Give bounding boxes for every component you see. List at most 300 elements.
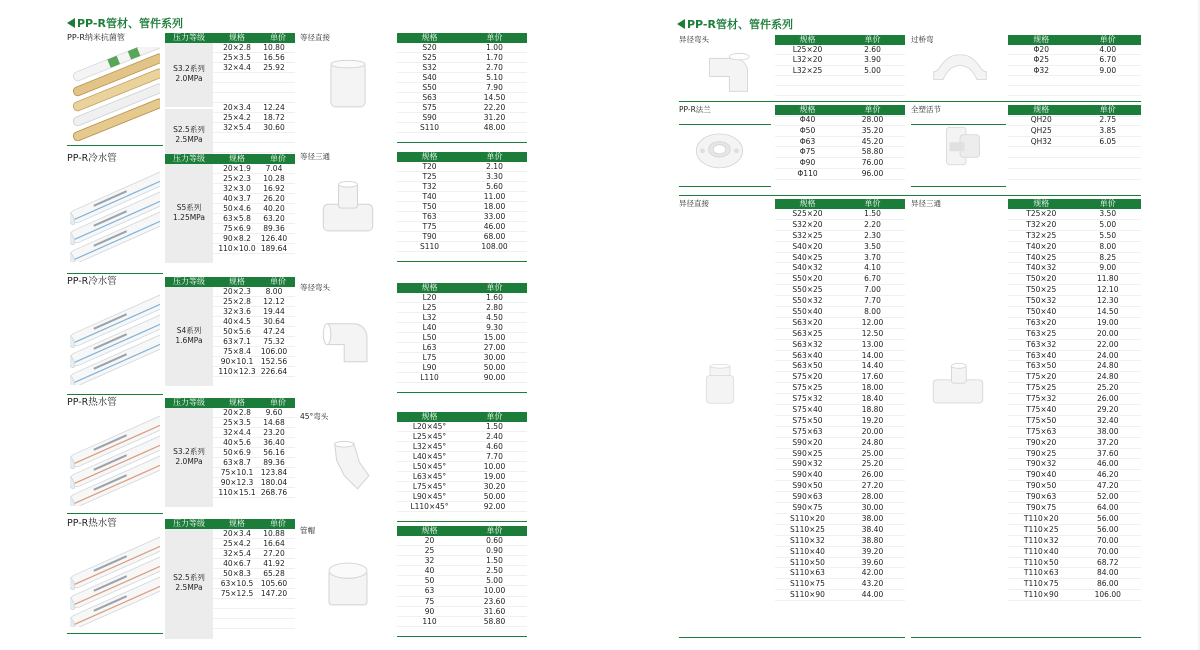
- price-cell: 147.20: [260, 589, 288, 598]
- table-row: [397, 353, 527, 363]
- spec-cell: T63×25: [1026, 328, 1057, 338]
- table-row: [1008, 405, 1141, 416]
- table-row: [213, 549, 295, 559]
- table-row: [1008, 590, 1141, 601]
- fitting-illustration: [310, 174, 386, 248]
- price-cell: 3.85: [1099, 125, 1117, 135]
- table-header: [165, 277, 295, 287]
- spec-cell: T75×25: [1026, 383, 1057, 393]
- table-row: [775, 427, 905, 438]
- price-cell: 26.00: [861, 470, 884, 480]
- table-row: [1008, 209, 1141, 220]
- spec-cell: 32×4.4: [223, 428, 251, 437]
- header-price: 单价: [864, 35, 881, 44]
- spec-cell: 20×3.4: [223, 529, 251, 538]
- spec-cell: S63×32: [792, 339, 823, 349]
- price-cell: 24.80: [1097, 361, 1119, 371]
- price-cell: 8.00: [265, 287, 283, 296]
- spec-cell: S32×20: [792, 219, 823, 229]
- fitting-illustration: [930, 118, 990, 178]
- price-cell: 32.40: [1097, 415, 1119, 425]
- table-row: [1008, 158, 1141, 169]
- spec-cell: 110×10.0: [218, 244, 256, 253]
- table-row: [213, 569, 295, 579]
- spec-cell: 32×5.4: [223, 549, 251, 558]
- tee-fitting-image: [310, 174, 386, 244]
- spec-cell: S40×20: [792, 241, 823, 251]
- coupling-fitting-image: [310, 50, 386, 120]
- price-cell: 31.60: [483, 606, 506, 616]
- spec-cell: 25×3.5: [223, 53, 251, 62]
- table-row: [1008, 470, 1141, 481]
- price-cell: 26.20: [263, 194, 285, 203]
- series-label: S4系列: [176, 325, 202, 335]
- spec-cell: L75×45°: [412, 482, 447, 491]
- table-row: [397, 63, 527, 73]
- price-cell: 39.20: [861, 546, 884, 556]
- price-cell: 6.70: [864, 274, 881, 284]
- table-row: [397, 43, 527, 53]
- price-cell: 152.56: [260, 357, 288, 366]
- spec-cell: 40×6.7: [223, 559, 251, 568]
- price-cell: 4.50: [486, 313, 503, 322]
- spec-cell: S75: [422, 103, 437, 112]
- block-divider: [397, 521, 527, 522]
- pressure-label: 2.0MPa: [175, 74, 203, 83]
- spec-cell: 110: [422, 616, 437, 626]
- spec-cell: 50×4.6: [223, 204, 251, 213]
- table-row: [775, 372, 905, 383]
- header-pressure: 压力等级: [173, 398, 205, 407]
- table-row: [397, 422, 527, 432]
- spec-cell: T63×50: [1026, 361, 1057, 371]
- spec-cell: S50×32: [792, 296, 823, 306]
- price-cell: 9.30: [486, 323, 503, 332]
- fitting-illustration: [695, 350, 745, 424]
- spec-cell: T90×63: [1026, 492, 1057, 502]
- pipe-name: PP-R热水管: [67, 397, 117, 408]
- pipe-product: [67, 277, 163, 394]
- spec-cell: L20: [422, 293, 437, 302]
- pipe-illustration: [70, 291, 160, 385]
- price-cell: 38.00: [861, 513, 884, 523]
- price-cell: 46.20: [1097, 470, 1119, 480]
- price-cell: 30.20: [483, 482, 506, 491]
- table-row: [1008, 55, 1141, 65]
- price-cell: 27.20: [861, 481, 884, 491]
- table-row: [397, 492, 527, 502]
- header-price: 单价: [486, 152, 503, 161]
- table-row: [775, 126, 905, 137]
- spec-cell: S90×32: [792, 459, 823, 469]
- spec-cell: L32×20: [792, 55, 823, 65]
- spec-cell: 25×2.8: [223, 297, 251, 306]
- table-header: [165, 33, 295, 43]
- table-rows: [397, 43, 527, 133]
- table-row: [213, 224, 295, 234]
- price-cell: 30.60: [263, 123, 285, 132]
- table-row: [775, 459, 905, 470]
- price-cell: 106.00: [1094, 590, 1121, 600]
- header-price: 单价: [486, 283, 503, 292]
- pipe-divider: [67, 633, 163, 634]
- price-cell: 31.20: [483, 113, 506, 122]
- spec-cell: T90×25: [1026, 448, 1057, 458]
- price-cell: 15.00: [483, 333, 506, 342]
- table-rows: [775, 209, 905, 601]
- fitting-illustration: [698, 40, 764, 102]
- price-cell: 3.50: [1099, 209, 1117, 218]
- table-rows: [213, 43, 295, 153]
- spec-cell: S90: [422, 113, 437, 122]
- table-header: [397, 152, 527, 162]
- price-cell: 16.92: [263, 184, 285, 193]
- price-cell: 105.60: [260, 579, 288, 588]
- table-row: [775, 590, 905, 601]
- table-row: [213, 53, 295, 63]
- table-rows: [1008, 115, 1141, 180]
- header-price: 单价: [1099, 199, 1116, 208]
- spec-cell: 20×2.8: [223, 408, 251, 417]
- price-cell: 5.60: [486, 182, 503, 191]
- header-spec: 规格: [1033, 105, 1050, 114]
- pressure-group: [165, 287, 213, 386]
- table-row: [397, 333, 527, 343]
- table-row: [397, 313, 527, 323]
- spec-cell: 63×8.7: [223, 458, 251, 467]
- price-cell: 38.40: [861, 524, 884, 534]
- table-row: [1008, 351, 1141, 362]
- table-row: [213, 539, 295, 549]
- spec-cell: T50×40: [1026, 307, 1057, 317]
- spec-cell: S75×40: [792, 405, 823, 415]
- price-cell: 7.90: [486, 83, 503, 92]
- table-header: [775, 35, 905, 45]
- table-row: [397, 363, 527, 373]
- price-cell: 226.64: [260, 367, 288, 376]
- table-row: [213, 468, 295, 478]
- spec-cell: T63×40: [1026, 350, 1057, 360]
- spec-cell: 20×1.9: [223, 164, 251, 173]
- reducer-fitting-image: [695, 350, 745, 420]
- spec-cell: S40×25: [792, 252, 823, 262]
- table-rows: [397, 422, 527, 512]
- table-row: [213, 579, 295, 589]
- series-label: S2.5系列: [173, 573, 205, 582]
- price-cell: 1.50: [864, 209, 881, 218]
- table-row: [775, 158, 905, 169]
- table-row: [1008, 66, 1141, 76]
- spec-cell: QH25: [1030, 125, 1052, 135]
- spec-cell: S90×63: [792, 492, 823, 502]
- spec-cell: T25: [422, 172, 437, 181]
- pipe-image: [70, 47, 160, 141]
- spec-cell: S110×40: [790, 546, 825, 556]
- spec-cell: L50: [422, 333, 437, 342]
- price-cell: 14.00: [861, 350, 884, 360]
- table-row: [775, 242, 905, 253]
- table-row: [1008, 547, 1141, 558]
- price-cell: 4.00: [1099, 45, 1117, 54]
- table-rows: [213, 164, 295, 254]
- table-row: [1008, 340, 1141, 351]
- fitting-illustration: [310, 50, 386, 124]
- price-cell: 8.25: [1099, 252, 1117, 262]
- pipe-divider: [67, 273, 163, 274]
- spec-cell: S110×32: [790, 535, 825, 545]
- table-row: [213, 448, 295, 458]
- price-cell: 106.00: [260, 347, 288, 356]
- spec-cell: T110×25: [1023, 524, 1059, 534]
- price-cell: 9.00: [1099, 65, 1117, 75]
- spec-cell: S110: [419, 123, 440, 132]
- fitting-name: 全塑活节: [911, 105, 941, 114]
- price-cell: 68.72: [1097, 557, 1119, 567]
- table-row: [1008, 449, 1141, 460]
- spec-cell: 75×10.1: [220, 468, 254, 477]
- table-row: [213, 204, 295, 214]
- table-row: [213, 73, 295, 83]
- price-cell: 18.00: [483, 202, 506, 211]
- price-cell: 22.20: [483, 103, 506, 112]
- table-rows: [213, 408, 295, 498]
- pressure-label: 1.6MPa: [175, 335, 203, 345]
- fitting-name: 过桥弯: [911, 35, 934, 44]
- spec-cell: T32×20: [1026, 219, 1057, 229]
- price-cell: 0.90: [486, 546, 503, 556]
- table-row: [1008, 263, 1141, 274]
- spec-cell: L20×45°: [412, 422, 447, 431]
- price-cell: 2.80: [486, 303, 503, 312]
- table-row: [397, 373, 527, 383]
- table-row: [397, 442, 527, 452]
- spec-cell: L25×45°: [412, 432, 447, 441]
- fitting-name: 45°弯头: [300, 412, 329, 421]
- price-cell: 56.00: [1097, 513, 1119, 523]
- spec-cell: 25×3.5: [223, 418, 251, 427]
- table-row: [213, 347, 295, 357]
- table-row: [397, 502, 527, 512]
- spec-cell: S20: [422, 43, 437, 52]
- spec-cell: 75×12.5: [220, 589, 254, 598]
- price-cell: 18.80: [861, 405, 884, 415]
- spec-cell: 40×5.6: [223, 438, 251, 447]
- price-cell: 70.00: [1097, 535, 1119, 545]
- table-row: [397, 482, 527, 492]
- group-label: [165, 447, 213, 467]
- table-row: [213, 43, 295, 53]
- spec-cell: S110: [419, 242, 440, 251]
- header-spec: 规格: [421, 526, 438, 535]
- table-row: [775, 340, 905, 351]
- table-row: [1008, 126, 1141, 137]
- spec-cell: 90×12.3: [220, 478, 254, 487]
- spec-cell: L75: [422, 353, 437, 362]
- price-cell: 3.70: [864, 252, 881, 262]
- table-row: [1008, 361, 1141, 372]
- fitting-name: 等径弯头: [300, 283, 330, 292]
- table-row: [775, 449, 905, 460]
- table-row: [775, 147, 905, 158]
- price-cell: 2.70: [486, 63, 503, 72]
- spec-cell: T75×40: [1026, 405, 1057, 415]
- header-price: 单价: [1099, 35, 1116, 44]
- header-price: 单价: [270, 33, 286, 42]
- block-divider: [397, 261, 527, 262]
- spec-cell: 20×2.8: [223, 43, 251, 52]
- price-cell: 23.20: [263, 428, 285, 437]
- table-row: [213, 164, 295, 174]
- table-row: [213, 317, 295, 327]
- spec-cell: T40×20: [1026, 241, 1057, 251]
- spec-cell: 40×4.5: [223, 317, 251, 326]
- table-row: [397, 113, 527, 123]
- spec-cell: 40: [424, 566, 435, 576]
- spec-cell: 32×5.4: [223, 123, 251, 132]
- price-cell: 22.00: [1097, 339, 1119, 349]
- table-row: [775, 76, 905, 86]
- table-rows: [213, 287, 295, 377]
- table-row: [775, 547, 905, 558]
- table-row: [397, 303, 527, 313]
- price-cell: 89.36: [263, 458, 285, 467]
- price-cell: 30.00: [861, 503, 884, 513]
- spec-cell: 32×3.0: [223, 184, 251, 193]
- price-cell: 37.60: [1097, 448, 1119, 458]
- spec-cell: S63×25: [792, 328, 823, 338]
- pipe-name: PP-R热水管: [67, 518, 117, 529]
- price-cell: 19.00: [1097, 317, 1119, 327]
- spec-cell: S110×75: [790, 579, 825, 589]
- header-spec: 规格: [229, 519, 245, 528]
- spec-cell: L40: [422, 323, 437, 332]
- spec-cell: T32: [422, 182, 437, 191]
- price-cell: 12.12: [263, 297, 285, 306]
- spec-cell: T90×32: [1026, 459, 1057, 469]
- price-cell: 43.20: [861, 579, 884, 589]
- table-row: [775, 514, 905, 525]
- fitting-name: 管帽: [300, 526, 315, 535]
- price-cell: 189.64: [260, 244, 288, 253]
- table-row: [1008, 372, 1141, 383]
- spec-cell: 25×4.2: [223, 113, 251, 122]
- price-cell: 7.70: [864, 296, 881, 306]
- table-row: [1008, 45, 1141, 55]
- header-spec: 规格: [229, 398, 245, 407]
- group-label: [165, 203, 213, 223]
- price-cell: 126.40: [260, 234, 288, 243]
- price-cell: 14.50: [483, 93, 506, 102]
- pipe-divider: [67, 394, 163, 395]
- pipe-illustration: [70, 168, 160, 262]
- header-price: 单价: [270, 277, 286, 286]
- pipe-illustration: [70, 533, 160, 627]
- spec-cell: S63×20: [792, 317, 823, 327]
- table-row: [775, 137, 905, 148]
- spec-cell: L32×45°: [412, 442, 447, 451]
- spec-cell: L110: [420, 373, 439, 382]
- price-cell: 14.50: [1097, 307, 1119, 317]
- price-cell: 2.20: [864, 219, 881, 229]
- spec-cell: S110×90: [790, 590, 825, 600]
- spec-cell: S63×50: [792, 361, 823, 371]
- header-price: 单价: [270, 519, 286, 528]
- price-cell: 46.00: [483, 222, 506, 231]
- price-cell: 19.00: [483, 472, 506, 481]
- table-row: [213, 529, 295, 539]
- table-row: [1008, 76, 1141, 86]
- spec-cell: T110×40: [1023, 546, 1059, 556]
- table-row: [397, 617, 527, 627]
- spec-cell: S90×75: [792, 503, 823, 513]
- price-cell: 27.20: [263, 549, 285, 558]
- spec-cell: T75×20: [1026, 372, 1057, 382]
- block-divider: [911, 186, 1006, 187]
- spec-cell: S32×25: [792, 230, 823, 240]
- spec-cell: S50×20: [792, 274, 823, 284]
- spec-cell: S40×32: [792, 263, 823, 273]
- table-row: [213, 234, 295, 244]
- group-label: [165, 64, 213, 84]
- spec-cell: 75×8.4: [223, 347, 251, 356]
- price-cell: 3.50: [864, 241, 881, 251]
- table-rows: [397, 293, 527, 383]
- price-cell: 50.00: [483, 492, 506, 501]
- pipe-name: PP-R冷水管: [67, 153, 117, 164]
- spec-cell: L32: [422, 313, 437, 322]
- spec-cell: S90×40: [792, 470, 823, 480]
- price-cell: 16.56: [263, 53, 285, 62]
- pressure-label: 2.0MPa: [175, 456, 203, 466]
- table-row: [775, 285, 905, 296]
- price-cell: 1.50: [486, 556, 503, 566]
- block-divider: [679, 637, 905, 638]
- price-cell: 9.00: [1099, 263, 1117, 273]
- table-row: [1008, 394, 1141, 405]
- price-cell: 12.30: [1097, 296, 1119, 306]
- table-row: [397, 182, 527, 192]
- price-cell: 38.00: [1097, 426, 1119, 436]
- table-row: [1008, 514, 1141, 525]
- table-row: [213, 297, 295, 307]
- spec-cell: T110×63: [1023, 568, 1059, 578]
- spec-cell: L25×20: [792, 45, 823, 54]
- spec-cell: Φ20: [1033, 45, 1049, 54]
- price-cell: 12.00: [861, 317, 884, 327]
- price-cell: 11.00: [483, 192, 506, 201]
- spec-cell: T40×32: [1026, 263, 1057, 273]
- price-cell: 39.60: [861, 557, 884, 567]
- spec-cell: S50: [422, 83, 437, 92]
- table-row: [1008, 427, 1141, 438]
- price-cell: 24.00: [1097, 350, 1119, 360]
- table-row: [213, 174, 295, 184]
- price-cell: 14.40: [861, 361, 884, 371]
- spec-cell: 90×10.1: [220, 357, 254, 366]
- price-cell: 52.00: [1097, 492, 1119, 502]
- price-cell: 45.20: [861, 136, 884, 146]
- spec-cell: T20: [422, 162, 437, 171]
- redelbow-fitting-image: [698, 40, 764, 98]
- pipe-product: [67, 154, 163, 273]
- table-row: [397, 343, 527, 353]
- spec-cell: T90×40: [1026, 470, 1057, 480]
- spec-cell: 50×5.6: [223, 327, 251, 336]
- table-row: [1008, 536, 1141, 547]
- fitting-illustration: [310, 432, 386, 506]
- price-cell: 108.00: [481, 242, 508, 251]
- table-row: [213, 357, 295, 367]
